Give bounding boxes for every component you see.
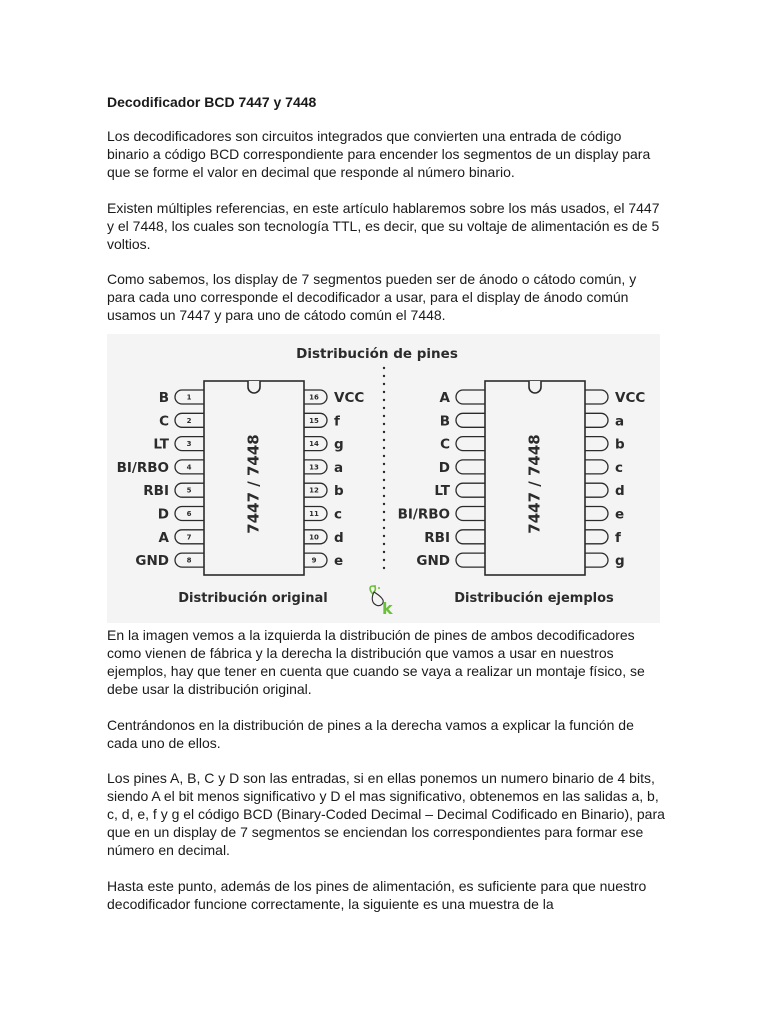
paragraph-image-explanation: En la imagen vemos a la izquierda la distribución de pines de ambos decodificadores como vienen de fábrica y la derecha la distribución que vamos a usar en nuestros ejemplos, hay que tener en cuenta que cuando se vaya a realizar un montaje físico, se debe usar la distribución original. [107,627,645,697]
examples-right-pin-label: d [615,483,625,500]
paragraph-inputs-outputs: Los pines A, B, C y D son las entradas, si en ellas ponemos un numero binario de 4 bits, siendo A el bit menos significativo y D el mas significativo, obtenemos en las salidas a, b, c, d, e, f y g el código BCD (Binary-Coded Decimal – Decimal Codificado en Binario), para que en un display de 7 segmentos se enciendan los correspondientes para formar ese número en decimal. [107,770,665,858]
examples-left-pin-label: B [439,413,450,430]
divider-dot [383,431,385,433]
examples-right-pin-label: e [615,506,625,523]
original-left-pin-label: LT [153,436,169,453]
examples-left-pin-label: RBI [424,529,450,546]
original-left-pin-number: 7 [186,533,192,542]
examples-chip-label: 7447 / 7448 [525,434,544,534]
divider-dot [383,391,385,393]
examples-right-pin-label: g [615,553,625,570]
pinout-figure [107,334,660,623]
caption-original: Distribución original [178,591,328,606]
examples-left-pin-label: BI/RBO [397,506,450,523]
divider-dot [383,479,385,481]
original-left-pin-number: 6 [186,510,192,518]
divider-dot [383,487,385,489]
divider-dot [383,503,385,505]
examples-chip-notch [529,381,541,393]
paragraph-focus-right: Centrándonos en la distribución de pines a la derecha vamos a explicar la función de cada uno de ellos. [107,717,634,751]
divider-dot [383,551,385,553]
divider-dot [383,407,385,409]
divider-dot [383,375,385,377]
examples-right-pin-label: c [615,459,624,476]
divider-dot [383,519,385,521]
original-left-pin-label: C [159,413,169,430]
original-right-pin-number: 14 [309,440,319,449]
original-left-pin-label: B [158,390,169,406]
divider-dot [383,463,385,465]
original-left-pin-label: RBI [143,483,169,500]
examples-left-pin-label: C [440,436,450,453]
examples-left-pin-label: LT [434,483,450,500]
figure-background [107,334,660,623]
divider-dot [383,455,385,457]
document-title: Decodificador BCD 7447 y 7448 [107,94,317,110]
divider-dot [383,423,385,425]
original-right-pin-label: f [334,413,340,430]
divider-dot [383,471,385,473]
divider-dot [383,543,385,545]
divider-dot [383,535,385,537]
original-right-pin-label: g [334,436,344,453]
original-left-pin-label: BI/RBO [116,459,169,476]
original-chip-label: 7447 / 7448 [244,434,263,534]
logo-letter: k [382,599,393,618]
original-left-pin-label: D [157,506,169,523]
examples-left-pin-label: A [439,390,450,406]
divider-dot [383,559,385,561]
examples-right-pin-label: VCC [615,390,646,406]
paragraph-intro: Los decodificadores son circuitos integrados que convierten una entrada de código binario a código BCD correspondiente para encender los segmentos de un display para que se forme el valor en decimal que responde al número binario. [107,128,651,180]
pinout-diagram [107,334,660,623]
divider-dot [383,447,385,449]
original-right-pin-label: a [334,459,344,476]
examples-right-pin-label: b [615,436,625,453]
original-right-pin-number: 10 [309,533,319,542]
divider-dot [383,383,385,385]
original-right-pin-label: b [334,483,344,500]
figure-title: Distribución de pines [296,346,458,362]
caption-examples: Distribución ejemplos [454,591,614,606]
divider-dot [383,399,385,401]
examples-right-pin-label: f [615,529,621,546]
original-right-pin-label: e [334,553,344,570]
original-right-pin-number: 16 [309,393,319,402]
original-chip-notch [248,381,260,393]
original-left-pin-number: 4 [186,463,192,472]
original-right-pin-number: 13 [309,463,319,472]
examples-left-pin-label: D [438,459,450,476]
divider-dot [383,527,385,529]
original-right-pin-label: VCC [334,390,365,406]
examples-left-pin-label: GND [416,553,450,570]
original-right-pin-number: 11 [309,510,319,518]
divider-dot [383,415,385,417]
paragraph-display-types: Como sabemos, los display de 7 segmentos pueden ser de ánodo o cátodo común, y para cada uno corresponde el decodificador a usar, para el display de ánodo común usamos un 7447 y para uno de cátodo común el 7448. [107,271,637,323]
original-right-pin-number: 9 [311,556,317,565]
original-left-pin-number: 5 [186,486,192,495]
examples-right-pin-label: a [615,413,625,430]
divider-dot [383,495,385,497]
paragraph-conclusion: Hasta este punto, además de los pines de alimentación, es suficiente para que nuestro decodificador funcione correctamente, la siguiente es una muestra de la [107,878,647,912]
original-left-pin-number: 1 [186,393,192,402]
original-left-pin-number: 2 [186,416,192,425]
original-left-pin-label: GND [135,553,169,570]
divider-dot [383,511,385,513]
divider-dot [383,439,385,441]
original-right-pin-number: 12 [309,486,319,495]
original-left-pin-number: 3 [186,440,192,449]
original-left-pin-label: A [158,529,169,546]
original-right-pin-label: d [334,529,344,546]
divider-dot [383,567,385,569]
original-left-pin-number: 8 [186,556,192,565]
original-right-pin-number: 15 [309,416,319,425]
original-right-pin-label: c [334,506,343,523]
divider-dot [383,367,385,369]
paragraph-references: Existen múltiples referencias, en este artículo hablaremos sobre los más usados, el 7447 y el 7448, los cuales son tecnología TTL, es decir, que su voltaje de alimentación es de 5 voltios. [107,200,660,252]
